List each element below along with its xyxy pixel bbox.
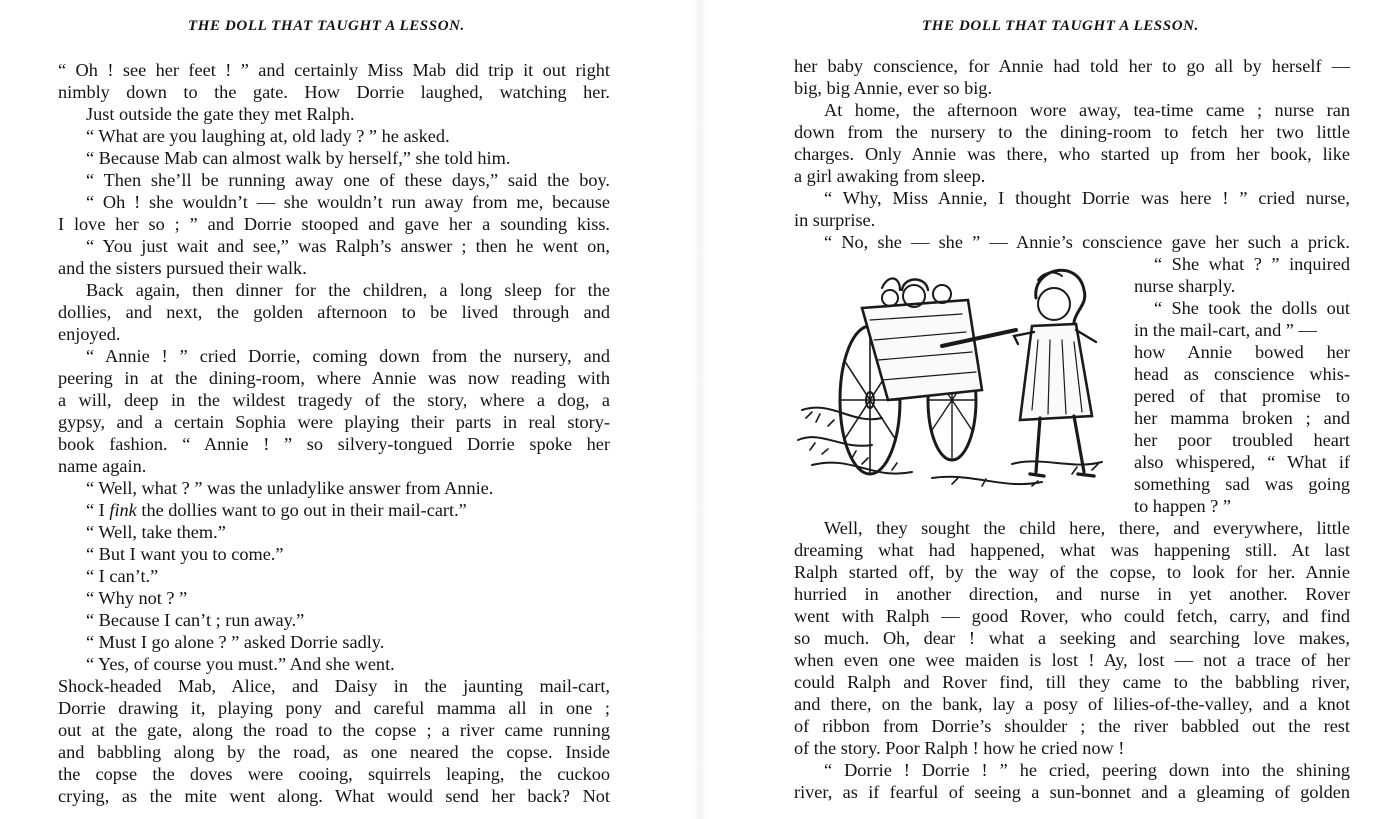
text-line: gypsy, and a certain Sophia were playing their parts in real story- <box>58 412 610 432</box>
text-line: hurried in another direction, and nurse in yet another. Rover <box>794 584 1350 604</box>
text-line: the copse the doves were cooing, squirrels leaping, the cuckoo <box>58 764 610 784</box>
text-line: I love her so ; ” and Dorrie stooped and gave her a sounding kiss. <box>58 214 610 234</box>
text-line: Ralph started off, by the way of the copse, to look for her. Annie <box>794 562 1350 582</box>
text-line: to happen ? ” <box>1134 496 1231 516</box>
text-line <box>86 499 610 521</box>
text-line: river, as if fearful of seeing a sun-bonnet and a gleaming of golden <box>794 782 1350 802</box>
text-line: Shock-headed Mab, Alice, and Daisy in the jaunting mail-cart, <box>58 676 610 696</box>
text-line: peering in at the dining-room, where Annie was now reading with <box>58 368 610 388</box>
text-line: when even one wee maiden is lost ! Ay, lost — not a trace of her <box>794 650 1350 670</box>
text-line: name again. <box>58 456 147 476</box>
text-line: could Ralph and Rover find, till they came to the babbling river, <box>794 672 1350 692</box>
text-line: her baby conscience, for Annie had told her to go all by herself — <box>794 56 1350 76</box>
text-line: and there, on the bank, lay a posy of lilies-of-the-valley, and a knot <box>794 694 1350 714</box>
right-running-head: THE DOLL THAT TAUGHT A LESSON. <box>922 18 1199 34</box>
text-line: “ You just wait and see,” was Ralph’s answer ; then he went on, <box>86 236 610 256</box>
text-line: “ Well, what ? ” was the unladylike answer from Annie. <box>86 478 494 498</box>
text-line: “ No, she — she ” — Annie’s conscience gave her such a prick. <box>824 232 1350 252</box>
text-line: big, big Annie, ever so big. <box>794 78 993 98</box>
text-line: in the mail-cart, and ” — <box>1134 320 1317 340</box>
text-line: went with Ralph — good Rover, who could fetch, carry, and find <box>794 606 1350 626</box>
italic-word: fink <box>109 500 137 520</box>
text-line: of the story. Poor Ralph ! how he cried now ! <box>794 738 1125 758</box>
text-line: enjoyed. <box>58 324 121 344</box>
text-line: “ Because I can’t ; run away.” <box>86 610 305 630</box>
text-line: “ Oh ! see her feet ! ” and certainly Miss Mab did trip it out right <box>58 60 610 80</box>
text-line: “ Yes, of course you must.” And she went. <box>86 654 395 674</box>
text-line: her mamma broken ; and <box>1134 408 1350 428</box>
text-line: “ She what ? ” inquired <box>1154 254 1350 274</box>
text-line: book fashion. “ Annie ! ” so silvery-tongued Dorrie spoke her <box>58 434 610 454</box>
quote-open: “ I <box>86 500 105 520</box>
right-page <box>700 0 1400 819</box>
text-line: At home, the afternoon wore away, tea-time came ; nurse ran <box>824 100 1350 120</box>
text-line: and the sisters pursued their walk. <box>58 258 307 278</box>
text-line: something sad was going <box>1134 474 1350 494</box>
text-line: pered of that promise to <box>1134 386 1350 406</box>
text-line: nimbly down to the gate. How Dorrie laughed, watching her. <box>58 82 610 102</box>
girl-with-doll-cart-engraving-icon <box>792 250 1130 502</box>
text-line: also whispered, “ What if <box>1134 452 1350 472</box>
text-line: of ribbon from Dorrie’s shoulder ; the river babbled out the rest <box>794 716 1350 736</box>
text-line: Back again, then dinner for the children, a long sleep for the <box>86 280 610 300</box>
text-line: “ Well, take them.” <box>86 522 226 542</box>
text-line: “ Because Mab can almost walk by herself,” she told him. <box>86 148 511 168</box>
text-line: “ Why, Miss Annie, I thought Dorrie was here ! ” cried nurse, <box>824 188 1350 208</box>
text-line: “ I can’t.” <box>86 566 159 586</box>
text-line: “ Must I go alone ? ” asked Dorrie sadly. <box>86 632 385 652</box>
text-line: a girl awaking from sleep. <box>794 166 986 186</box>
left-running-head: THE DOLL THAT TAUGHT A LESSON. <box>188 18 465 34</box>
text-line: “ What are you laughing at, old lady ? ” he asked. <box>86 126 450 146</box>
text-line: down from the nursery to the dining-room to fetch her two little <box>794 122 1350 142</box>
text-line: out at the gate, along the road to the copse ; a river came running <box>58 720 610 740</box>
text-line: crying, as the mite went along. What would send her back? Not <box>58 786 610 806</box>
text-line: “ Oh ! she wouldn’t — she wouldn’t run away from me, because <box>86 192 610 212</box>
text-line: her poor troubled heart <box>1134 430 1350 450</box>
text-line: “ Why not ? ” <box>86 588 188 608</box>
text-line: Well, they sought the child here, there, and everywhere, little <box>824 518 1350 538</box>
text-line: dollies, and next, the golden afternoon to be lived through and <box>58 302 610 322</box>
text-line: head as conscience whis- <box>1134 364 1350 384</box>
text-line: “ Annie ! ” cried Dorrie, coming down from the nursery, and <box>86 346 610 366</box>
text-line: “ Dorrie ! Dorrie ! ” he cried, peering down into the shining <box>824 760 1350 780</box>
text-line: nurse sharply. <box>1134 276 1236 296</box>
text-line: Just outside the gate they met Ralph. <box>86 104 355 124</box>
text-line: charges. Only Annie was there, who started up from her book, like <box>794 144 1350 164</box>
text-line: a will, deep in the wildest tragedy of the story, where a dog, a <box>58 390 610 410</box>
text-line: how Annie bowed her <box>1134 342 1350 362</box>
text-line: Dorrie drawing it, playing pony and careful mamma all in one ; <box>58 698 610 718</box>
text-line: “ Then she’ll be running away one of these days,” said the boy. <box>86 170 610 190</box>
text-line: and babbling along by the road, as one neared the copse. Inside <box>58 742 610 762</box>
text-line: so much. Oh, dear ! what a seeking and searching love makes, <box>794 628 1350 648</box>
text-line: “ She took the dolls out <box>1154 298 1350 318</box>
quote-rest: the dollies want to go out in their mail-cart.” <box>141 500 467 520</box>
text-line: “ But I want you to come.” <box>86 544 284 564</box>
text-line: dreaming what had happened, what was happening still. At last <box>794 540 1350 560</box>
text-line: in surprise. <box>794 210 876 230</box>
